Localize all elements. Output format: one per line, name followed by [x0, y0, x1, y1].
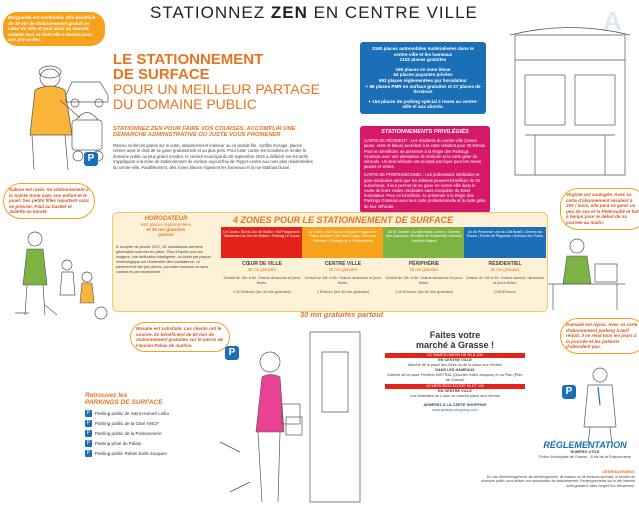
zone-streets: Av M. Zanetti • Av Maréchal Leclerc • Chemin des Capucins • Bd Alice de Rothschild • Avenue Frédéric Mistral	[383, 227, 465, 258]
parking-sign-icon: P	[86, 450, 91, 457]
zone-coeur-de-ville: Le Cours • Bd du Jeu de Ballon • Bd Fragonard • Boulevard du Jeu de Ballon • Parking Le Cours CŒUR DE VILLE 30 mn gratuites Gratuit de 19h à 8h. Gratuit dimanche et jours fériés. 2.00 €/heure (les 30 min gratuites)	[221, 227, 303, 294]
bubble-damade: Damadé est réjoui. Avec sa carte d'abonnement parking à tarif réduit, il se rend tous les jours à la journée et les patients d'abondent pas.	[560, 318, 639, 354]
parking-sign-icon: P	[86, 430, 91, 437]
parking-list	[85, 409, 215, 459]
parking-sign-icon: P	[562, 385, 576, 399]
privileged-parking-box: STATIONNEMENTS PRIVILÉGIÉS CARTE DE RÉSIDENT : Les résidents du centre-ville (zones jaune, verte et bleue) accèdent à la carte résident pour 20 €/mois. Pour en bénéficier, se présenter à la Régie des Parkings Grassois avec une attestation de domicile et la carte grise du véhicule. Un seul véhicule est accepté par foyer pour les zones jaunes et vertes. CARTE DE PROFESSIONNEL : Les professions médicales et para-médicales ainsi que les artisans peuvent bénéficier de 25 euros/mois. Il leur permet de se garer en centre-ville dans le cadre de leurs visites médicales sans s'acquitter du ticket horodateur. Pour en bénéficier, se présenter à la Régie des Parkings Grassois avec leur carte professionnelle et la carte grise de leur véhicule.	[360, 126, 490, 213]
zone-streets: Le Cours • Bd du Jeu de Ballon • Bd Fragonard • Boulevard du Jeu de Ballon • Parking Le Cours	[221, 227, 303, 258]
illustration-shop	[505, 25, 635, 185]
list-item: P Parking privé du Palais	[86, 440, 142, 447]
bubble-sabine: Sabine est ravie. Se stationnement à la Sainte Anne avec son enfant et le jouet. Ses petits filles repartent sans se presser. Paul au basket et Juliette au karaté.	[3, 183, 95, 219]
parking-sign-icon: P	[225, 346, 239, 360]
zone-peripherie: Av M. Zanetti • Av Maréchal Leclerc • Chemin des Capucins • Bd Alice de Rothschild • Avenue Frédéric Mistral PÉRIPHÉRIE 60 mn gratuites Gratuit de 19h à 8h. Gratuit dimanche et jours fériés. 1.00 €/heure (les 60 min gratuites)	[383, 227, 465, 294]
parking-sign-icon: P	[86, 440, 91, 447]
list-item: P Parking public Relais Saint-Jacques	[86, 450, 167, 457]
parkings-section: Retrouvez les PARKINGS DE SURFACE P Parking public de Saint Honoré Lisbo P Parking public de la Gare SNCF P Parking public de la Poissonnerie P Parking privé du Palais P Parking public Relais Saint-Jacques	[85, 392, 215, 459]
illustration-car	[62, 70, 112, 110]
illustration-doctor	[570, 365, 635, 445]
illustration-shopper	[210, 322, 370, 512]
list-item: P Parking public de la Gare SNCF	[86, 420, 160, 427]
shopping-link[interactable]: www.grasse-shopping.com	[432, 408, 478, 413]
parking-sign-icon: P	[86, 410, 91, 417]
horodateur-text: À compter de janvier 2017, 30 horodateurs dernière génération sont mis en place. Plus d'équité pour les usagers, une tarification intelligente, du ticket par plaque minéralogique sur l'ensemble des horodateurs. Le paiement se fait par pièces, par carte bancaire ou sans contact et par smartphone.	[116, 245, 211, 274]
lead-text: STATIONNEZ ZEN POUR FAIRE VOS COURSES, ACCOMPLIR UNE DÉMARCHE ADMINISTRATIVE OU JUSTE VOUS PROMENER	[113, 126, 296, 139]
illustration-office-woman	[535, 232, 635, 312]
zone-centre-ville: Av Thiers • Bd Carnot • Square Fragonard • Place du Barri • Bd Victor Hugo • Rue des Palmiers • Parking de la Poissonnerie CENTRE VILLE 30 mn gratuites Gratuit de 19h à 8h. Gratuit dimanche et jours fériés. 2 €/heure (les 30 min gratuites)	[302, 227, 384, 294]
parking-sign-icon: P	[84, 152, 98, 166]
corner-letter: A	[603, 6, 622, 36]
demenagement-section: DÉMÉNAGEMENT En cas d'emménagement, de déménagement, de travaux ou de livraison spéciale, le service du domaine public vous délivre une autorisation de stationnement. Renseignements sur le site internet www.grasse.fr dans l'onglet Vos démarches.	[481, 470, 635, 488]
reglementation-section: RÉGLEMENTATION NUMÉRO UTILE Police Municipale de Grasse - 6 bis de la Poissonnerie	[539, 440, 631, 459]
main-heading: LE STATIONNEMENT DE SURFACE POUR UN MEILLEUR PARTAGE DU DOMAINE PUBLIC	[113, 51, 320, 112]
bubble-rosalie: Rosalie est satisfaite. Les clients ont le sourire. Ils bénéficient de 60 min de stationnement gratuites sur le parvis de l'ancien Palais de Justice.	[130, 322, 230, 352]
places-info-box: 3180 places automobiles matérialisées dans le centre-ville et les hameaux 2152 places gratuites 160 places en zone bleue 64 places payantes privées 692 places réglementées par horodateur + 85 places PMR en surface gratuites et 27 places de livraison + 154 places de parking spécial 2 roues au centre-ville et aux abords.	[360, 42, 486, 114]
page-title: STATIONNEZ ZEN EN CENTRE VILLE	[150, 3, 478, 22]
list-item: P Parking public de Saint Honoré Lisbo	[86, 410, 170, 417]
zone-streets: Av de Provence • Av du Cdt Bratti • Chemin du Roure • Route de Pégomas • Avenue des Ponts	[464, 227, 546, 258]
bubble-marguerite: Marguerite est enchantée. Elle bénéficie de 30 mn de stationnement gratuit en cœur de ville et peut ainsi au marché acheter tout ce dont elle a besoin pour son pot-au-feu.	[3, 12, 105, 46]
market-section: Faites votre marché à Grasse ! LE SAMEDI MATIN DE 8h À 13h EN CENTRE VILLE Marché de la place aux Aires ou de la place aux Herbes DANS LES HAMEAUX Marché de la place Frédéric MISTRAL (Quartier Saint-Jacques) et du Plan (Plan de Grasse) LE MERCREDI ENTRE 9h ET 13h EN CENTRE VILLE Les Matinales du Cours ou marché place aux Herbes ADHÉREZ À LA CARTE SHOPPING www.grasse-shopping.com	[385, 330, 525, 413]
parking-sign-icon: P	[86, 420, 91, 427]
zones-title: 4 ZONES POUR LE STATIONNEMENT DE SURFACE	[233, 215, 454, 225]
illustration-family	[5, 225, 110, 325]
zone-residentiel: Av de Provence • Av du Cdt Bratti • Chemin du Roure • Route de Pégomas • Avenue des Ponts RÉSIDENTIEL 60 mn gratuites Gratuit de 19h à 8h. Gratuit samedi, dimanche et jours fériés. 0.50 €/heure	[464, 227, 546, 294]
zone-streets: Av Thiers • Bd Carnot • Square Fragonard • Place du Barri • Bd Victor Hugo • Rue des Palmiers • Parking de la Poissonnerie	[302, 227, 384, 258]
zones-footer: 30 mn gratuites partout	[300, 310, 384, 319]
bubble-virginie: Virginie est soulagée. Avec sa carte d'abonnement résident à 20€ / mois, elle peut se garer un peu de ses et la Pétérouillé et fait à temps pour le début de sa journée au matin.	[560, 188, 639, 230]
body-text: Retenu renforcés gratos sur si votre, stationnement intérieur ou en double file, conflits d'usage, places créées avoir le droit de se garer gratuitement et au plus près. Pour lutter contre les incivilités et rendre le domaine public au plus grand nombre, le conseil municipal du 20 septembre 2016 a délibéré sur les tarifs s'appliquant à la zone de stationnement de surface aujourd'hui de l'hyper-centre aux rues plus résidentielles du centre-ville. Parallèlement, des zones bleues régissent les hameaux et la rue Mathias Duval.	[113, 143, 313, 170]
zones-grid	[221, 227, 545, 305]
horodateur-section: HORODATEUR 692 places réglementées et 30 mn gratuites partout	[140, 216, 192, 237]
list-item: P Parking public de la Poissonnerie	[86, 430, 162, 437]
